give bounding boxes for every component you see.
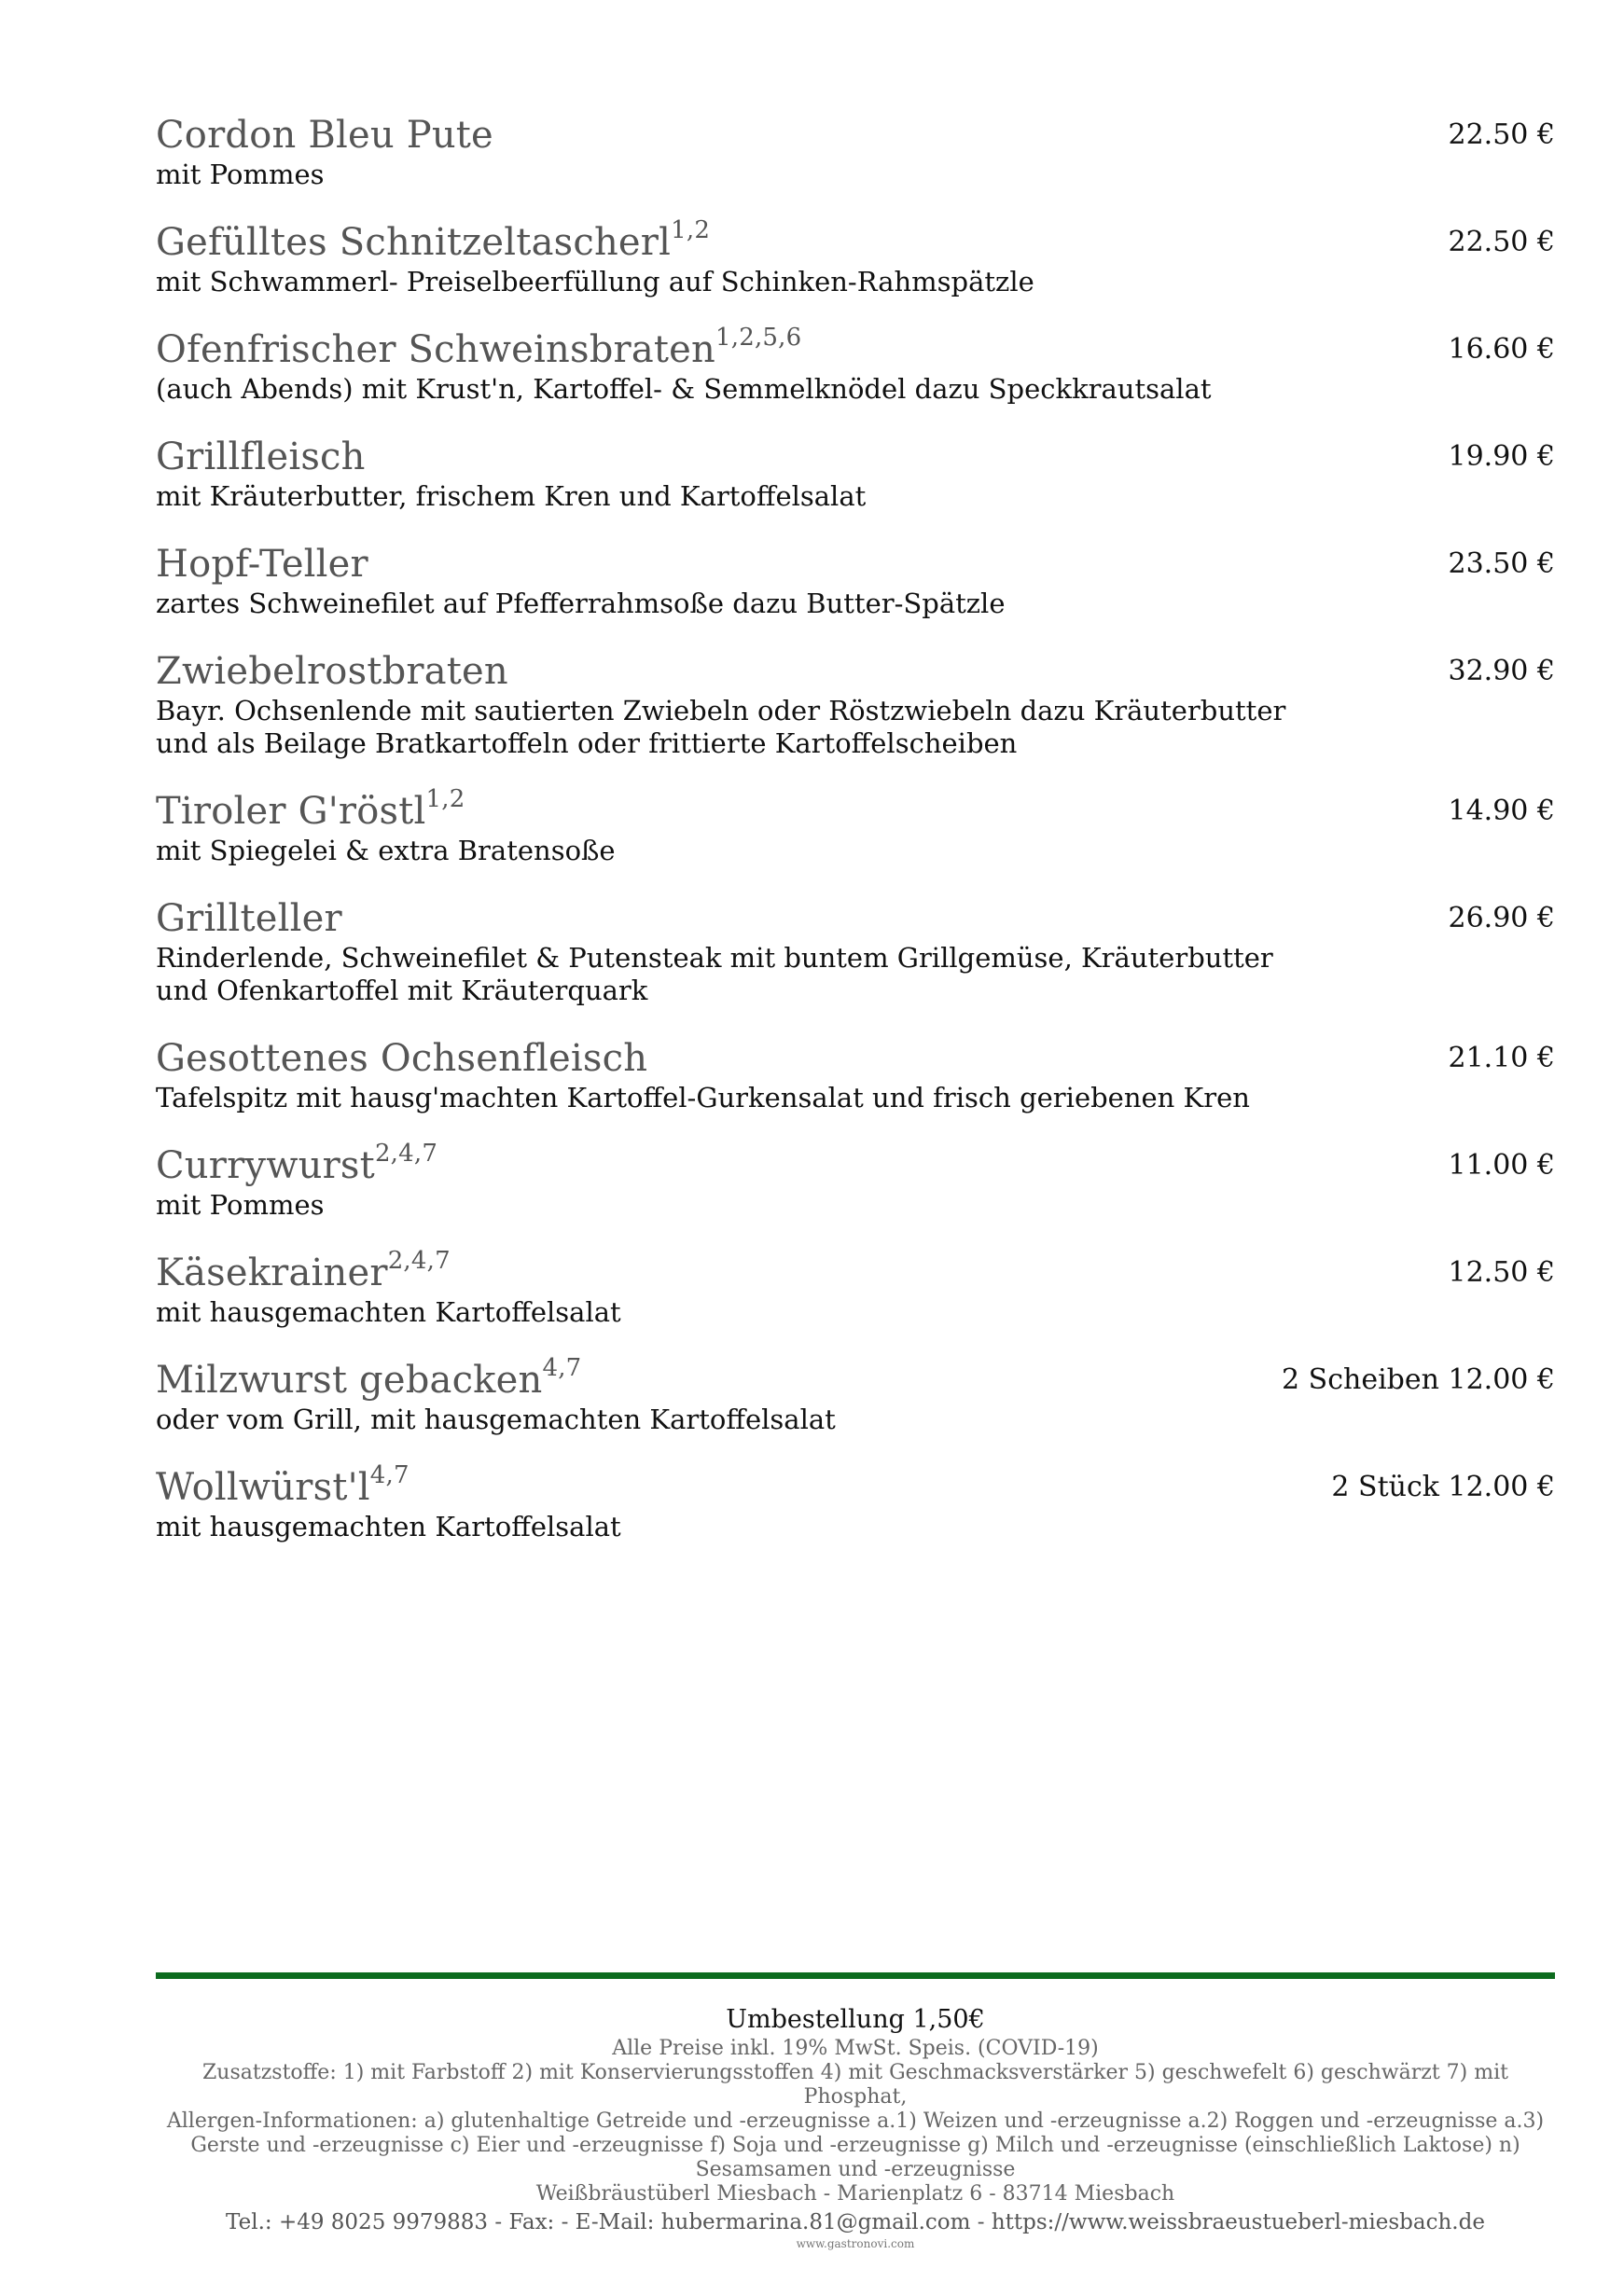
menu-item-description: Tafelspitz mit hausg'machten Kartoffel-Gurkensalat und frisch geriebenen Kren — [156, 1082, 1250, 1113]
menu-item-footnotes: 2,4,7 — [387, 1246, 451, 1275]
menu-item-title: Zwiebelrostbraten — [156, 650, 508, 693]
menu-item — [156, 323, 1555, 406]
menu-item-description: mit hausgemachten Kartoffelsalat — [156, 1511, 621, 1542]
menu-item-name — [156, 1035, 1555, 1082]
menu-item-footnotes: 2,4,7 — [374, 1139, 438, 1168]
footer-divider — [156, 1972, 1555, 1979]
menu-item-footnotes: 4,7 — [542, 1353, 582, 1382]
menu-item-price: 32.90 € — [1448, 655, 1555, 687]
menu-item-title: Grillfleisch — [156, 436, 366, 478]
menu-item-description: Bayr. Ochsenlende mit sautierten Zwiebeln oder Röstzwiebeln dazu Kräuterbutter und als Beilage Bratkartoffeln oder frittierte Kartoffelscheiben — [156, 695, 1286, 759]
menu-item-name — [156, 1139, 1555, 1189]
menu-item-description: mit Spiegelei & extra Bratensoße — [156, 835, 616, 866]
menu-item-price: 14.90 € — [1448, 795, 1555, 827]
menu-item-name — [156, 784, 1555, 835]
menu-item-price: 2 Stück 12.00 € — [1331, 1471, 1555, 1503]
menu-item-name — [156, 648, 1555, 695]
menu-item-title: Currywurst — [156, 1144, 375, 1187]
menu-item — [156, 1035, 1555, 1114]
menu-list — [156, 112, 1555, 1571]
menu-item-name — [156, 323, 1555, 373]
menu-item-description: mit Pommes — [156, 1189, 325, 1221]
menu-item — [156, 215, 1555, 298]
menu-item — [156, 434, 1555, 513]
menu-item-price: 22.50 € — [1448, 226, 1555, 258]
menu-item-name — [156, 434, 1555, 480]
additives-note: Zusatzstoffe: 1) mit Farbstoff 2) mit Konservierungsstoffen 4) mit Geschmacksverstärker 5) geschwefelt 6) geschwärzt 7) mit Phosphat, — [202, 2061, 1508, 2109]
contact-line: Tel.: +49 8025 9979883 - Fax: - E-Mail: hubermarina.81@gmail.com - https://www.weissbraeustueberl-miesbach.de — [226, 2210, 1485, 2234]
menu-item-description: zartes Schweinefilet auf Pfefferrahmsoße dazu Butter-Spätzle — [156, 588, 1006, 619]
menu-item-price: 11.00 € — [1448, 1149, 1555, 1182]
menu-item — [156, 1460, 1555, 1543]
menu-item-name — [156, 541, 1555, 588]
menu-item-footnotes: 1,2,5,6 — [715, 323, 802, 352]
menu-item-description: (auch Abends) mit Krust'n, Kartoffel- & Semmelknödel dazu Speckkrautsalat — [156, 373, 1212, 405]
menu-item-title: Ofenfrischer Schweinsbraten — [156, 328, 715, 371]
vat-note: Alle Preise inkl. 19% MwSt. Speis. (COVID-19) — [612, 2037, 1099, 2060]
address: Weißbräustüberl Miesbach - Marienplatz 6 - 83714 Miesbach — [535, 2182, 1175, 2206]
menu-item-description: mit Pommes — [156, 159, 325, 190]
menu-item-title: Wollwürst'l — [156, 1466, 370, 1509]
menu-item-description: mit Schwammerl- Preiselbeerfüllung auf Schinken-Rahmspätzle — [156, 266, 1034, 297]
menu-item — [156, 784, 1555, 867]
menu-item-title: Grillteller — [156, 897, 342, 940]
menu-item — [156, 1246, 1555, 1329]
menu-item-description: mit Kräuterbutter, frischem Kren und Kartoffelsalat — [156, 480, 867, 512]
menu-item-price: 16.60 € — [1448, 333, 1555, 366]
menu-item — [156, 895, 1555, 1007]
menu-item — [156, 1139, 1555, 1222]
menu-item-name — [156, 1246, 1555, 1296]
menu-item-price: 2 Scheiben 12.00 € — [1282, 1363, 1555, 1396]
menu-item-title: Käsekrainer — [156, 1252, 388, 1294]
credit-link[interactable]: www.gastronovi.com — [796, 2237, 915, 2250]
footer — [156, 2003, 1555, 2251]
menu-item-description: Rinderlende, Schweinefilet & Putensteak mit buntem Grillgemüse, Kräuterbutter und Ofenkartoffel mit Kräuterquark — [156, 942, 1273, 1006]
menu-item-title: Cordon Bleu Pute — [156, 114, 493, 157]
menu-item — [156, 1353, 1555, 1436]
menu-item-title: Gesottenes Ochsenfleisch — [156, 1037, 648, 1080]
menu-item-title: Tiroler G'röstl — [156, 790, 426, 833]
menu-item-footnotes: 1,2 — [425, 784, 465, 813]
menu-item-title: Hopf-Teller — [156, 543, 368, 586]
menu-item-description: oder vom Grill, mit hausgemachten Kartoffelsalat — [156, 1404, 836, 1435]
menu-item-name — [156, 215, 1555, 266]
menu-item-price: 23.50 € — [1448, 547, 1555, 580]
menu-item-description: mit hausgemachten Kartoffelsalat — [156, 1296, 621, 1328]
menu-item-name — [156, 895, 1555, 942]
menu-item-price: 12.50 € — [1448, 1256, 1555, 1289]
menu-item-price: 19.90 € — [1448, 440, 1555, 473]
menu-item-title: Milzwurst gebacken — [156, 1359, 543, 1402]
menu-item — [156, 112, 1555, 191]
menu-item-name — [156, 112, 1555, 159]
menu-item — [156, 648, 1555, 760]
menu-item-price: 21.10 € — [1448, 1042, 1555, 1074]
menu-item-footnotes: 1,2 — [671, 215, 711, 244]
surcharge-note: Umbestellung 1,50€ — [726, 2005, 985, 2034]
menu-item-title: Gefülltes Schnitzeltascherl — [156, 221, 672, 264]
menu-item-price: 22.50 € — [1448, 118, 1555, 151]
menu-item-price: 26.90 € — [1448, 902, 1555, 934]
menu-item — [156, 541, 1555, 620]
menu-item-footnotes: 4,7 — [369, 1460, 409, 1489]
allergens-note: Allergen-Informationen: a) glutenhaltige Getreide und -erzeugnisse a.1) Weizen und -erzeugnisse a.2) Roggen und -erzeugnisse a.3) Gerste und -erzeugnisse c) Eier und -erzeugnisse f) Soja und -erzeugnisse g) Milch und -erzeugnisse (einschließlich Laktose) n) Sesamsamen und -erzeugnisse — [166, 2109, 1545, 2181]
